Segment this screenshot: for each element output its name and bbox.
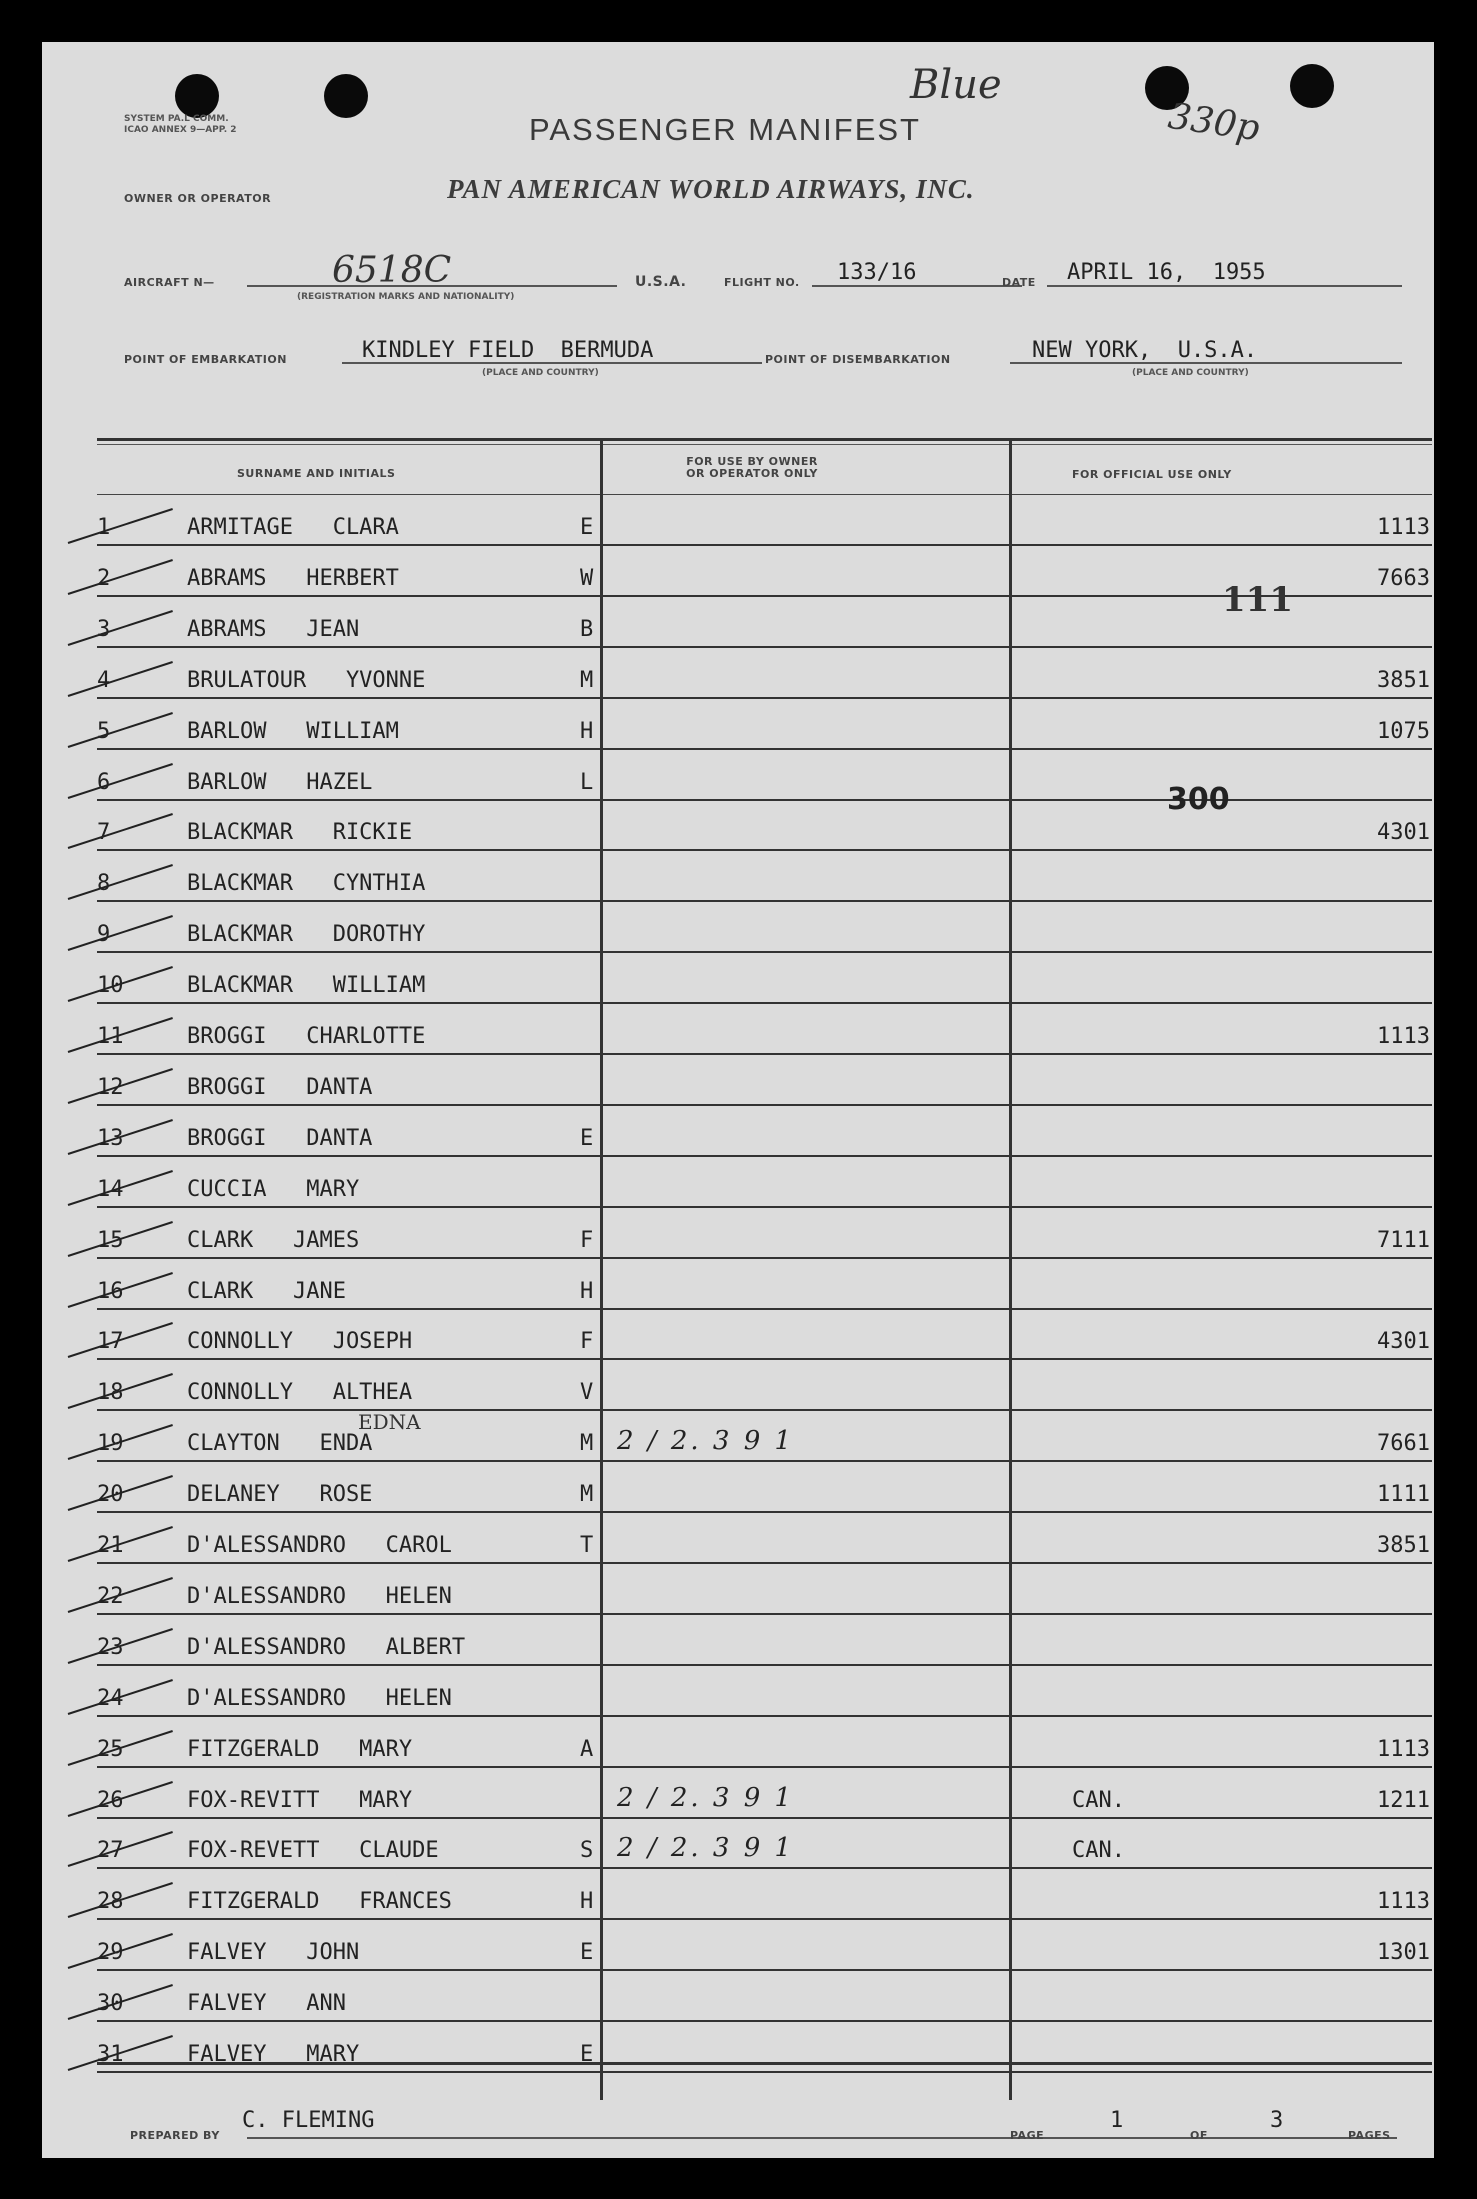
passenger-name: ARMITAGE CLARA bbox=[187, 515, 399, 540]
aircraft-label: AIRCRAFT N— bbox=[124, 276, 215, 289]
table-row bbox=[42, 1411, 1434, 1462]
passenger-name: FITZGERALD MARY bbox=[187, 1736, 413, 1762]
table-row bbox=[42, 648, 1434, 699]
passenger-initial: E bbox=[580, 515, 594, 540]
flight-value: 133/16 bbox=[837, 260, 917, 285]
place-caption: (PLACE AND COUNTRY) bbox=[1132, 368, 1249, 378]
official-code: 4301 bbox=[1377, 820, 1430, 846]
row-number: 26 bbox=[97, 1787, 124, 1813]
owner-use-entry: 2 / 2. 3 9 1 bbox=[617, 1833, 795, 1864]
flight-underline bbox=[812, 285, 1022, 287]
table-row bbox=[42, 495, 1434, 546]
page-title: PASSENGER MANIFEST bbox=[529, 112, 921, 147]
owner-label: OWNER OR OPERATOR bbox=[124, 192, 272, 205]
official-code: 1075 bbox=[1377, 718, 1430, 744]
table-top-rule-thin bbox=[97, 444, 1432, 445]
passenger-name: BLACKMAR WILLIAM bbox=[187, 973, 426, 999]
passenger-initial: M bbox=[580, 667, 594, 693]
mark-111: 111 bbox=[1222, 580, 1293, 620]
annotation-330: 330p bbox=[1165, 95, 1263, 150]
row-number: 21 bbox=[97, 1533, 124, 1558]
passenger-initial: H bbox=[580, 718, 594, 744]
table-row bbox=[42, 902, 1434, 953]
table-top-rule bbox=[97, 438, 1432, 441]
passenger-initial: F bbox=[580, 1329, 594, 1355]
passenger-name: D'ALESSANDRO CAROL bbox=[187, 1533, 452, 1558]
table-row bbox=[42, 1004, 1434, 1055]
of-label: OF bbox=[1190, 2129, 1208, 2142]
passenger-name: FOX-REVITT MARY bbox=[187, 1787, 413, 1813]
row-number: 27 bbox=[97, 1838, 124, 1864]
passenger-name: D'ALESSANDRO HELEN bbox=[187, 1583, 452, 1609]
nationality-entry: CAN. bbox=[1072, 1787, 1125, 1813]
form-id-line: ICAO ANNEX 9—APP. 2 bbox=[124, 125, 237, 135]
column-header-official: FOR OFFICIAL USE ONLY bbox=[1072, 468, 1232, 481]
row-number: 12 bbox=[97, 1074, 124, 1100]
row-number: 25 bbox=[97, 1736, 124, 1762]
passenger-initial: L bbox=[580, 769, 594, 795]
official-code: 7661 bbox=[1377, 1431, 1430, 1457]
prepared-value: C. FLEMING bbox=[242, 2108, 375, 2133]
row-number: 8 bbox=[97, 871, 111, 897]
table-row bbox=[42, 1768, 1434, 1819]
pages-label: PAGES bbox=[1348, 2129, 1391, 2142]
row-number: 3 bbox=[97, 616, 111, 642]
row-rule bbox=[97, 2071, 1432, 2073]
row-number: 20 bbox=[97, 1482, 124, 1508]
passenger-initial: F bbox=[580, 1227, 594, 1253]
passenger-name: FOX-REVETT CLAUDE bbox=[187, 1838, 439, 1864]
disembark-value: NEW YORK, U.S.A. bbox=[1032, 338, 1258, 363]
passenger-name: D'ALESSANDRO HELEN bbox=[187, 1685, 452, 1711]
passenger-name: CONNOLLY ALTHEA bbox=[187, 1380, 413, 1406]
official-code: 3851 bbox=[1377, 1533, 1430, 1558]
row-number: 31 bbox=[97, 2042, 124, 2067]
prepared-label: PREPARED BY bbox=[130, 2129, 220, 2142]
manifest-sheet bbox=[42, 42, 1434, 2158]
row-number: 15 bbox=[97, 1227, 124, 1253]
passenger-initial: W bbox=[580, 565, 594, 591]
passenger-name: BROGGI DANTA bbox=[187, 1125, 373, 1151]
table-row bbox=[42, 1717, 1434, 1768]
passenger-name: CLARK JAMES bbox=[187, 1227, 360, 1253]
row-number: 9 bbox=[97, 922, 111, 948]
place-caption: (PLACE AND COUNTRY) bbox=[482, 368, 599, 378]
row-number: 7 bbox=[97, 820, 111, 846]
table-row bbox=[42, 1309, 1434, 1360]
passenger-initial: E bbox=[580, 2042, 594, 2067]
disembark-label: POINT OF DISEMBARKATION bbox=[765, 353, 951, 366]
row-number: 16 bbox=[97, 1278, 124, 1304]
passenger-name: CUCCIA MARY bbox=[187, 1176, 360, 1202]
row-number: 5 bbox=[97, 718, 111, 744]
row-number: 2 bbox=[97, 565, 111, 591]
row-number: 22 bbox=[97, 1583, 124, 1609]
owner-use-entry: 2 / 2. 3 9 1 bbox=[617, 1782, 795, 1813]
table-row bbox=[42, 1666, 1434, 1717]
official-code: 1211 bbox=[1377, 1787, 1430, 1813]
table-row bbox=[42, 1971, 1434, 2022]
usa-label: U.S.A. bbox=[635, 274, 687, 290]
row-number: 29 bbox=[97, 1940, 124, 1966]
passenger-initial: V bbox=[580, 1380, 594, 1406]
table-row bbox=[42, 1920, 1434, 1971]
passenger-initial: M bbox=[580, 1431, 594, 1457]
table-row bbox=[42, 1055, 1434, 1106]
row-number: 19 bbox=[97, 1431, 124, 1457]
table-row bbox=[42, 1564, 1434, 1615]
passenger-name: CLARK JANE bbox=[187, 1278, 346, 1304]
mark-300: 300 bbox=[1167, 782, 1230, 817]
row-number: 6 bbox=[97, 769, 111, 795]
passenger-name: CLAYTON ENDA bbox=[187, 1431, 373, 1457]
table-row bbox=[42, 1513, 1434, 1564]
row-number: 28 bbox=[97, 1889, 124, 1915]
passenger-name: BLACKMAR CYNTHIA bbox=[187, 871, 426, 897]
passenger-name: FALVEY MARY bbox=[187, 2042, 360, 2067]
row-number: 1 bbox=[97, 515, 111, 540]
edna-correction: EDNA bbox=[358, 1410, 421, 1434]
registration-caption: (REGISTRATION MARKS AND NATIONALITY) bbox=[297, 292, 515, 302]
table-row bbox=[42, 1615, 1434, 1666]
row-number: 10 bbox=[97, 973, 124, 999]
row-number: 13 bbox=[97, 1125, 124, 1151]
date-underline bbox=[1047, 285, 1402, 287]
official-code: 1113 bbox=[1377, 1736, 1430, 1762]
column-header-surname: SURNAME AND INITIALS bbox=[237, 467, 396, 480]
passenger-initial: E bbox=[580, 1940, 594, 1966]
passenger-name: ABRAMS JEAN bbox=[187, 616, 360, 642]
column-header-owner: FOR USE BY OWNER OR OPERATOR ONLY bbox=[686, 455, 818, 480]
table-row bbox=[42, 1818, 1434, 1869]
row-number: 23 bbox=[97, 1634, 124, 1660]
official-code: 1113 bbox=[1377, 1024, 1430, 1049]
row-number: 18 bbox=[97, 1380, 124, 1406]
passenger-name: BARLOW WILLIAM bbox=[187, 718, 399, 744]
passenger-initial: S bbox=[580, 1838, 594, 1864]
row-number: 24 bbox=[97, 1685, 124, 1711]
table-row bbox=[42, 2022, 1434, 2073]
date-label: DATE bbox=[1002, 276, 1036, 289]
punch-hole-icon bbox=[1290, 64, 1334, 108]
table-bottom-rule bbox=[97, 2062, 1432, 2065]
passenger-name: ABRAMS HERBERT bbox=[187, 565, 399, 591]
form-id bbox=[124, 114, 237, 136]
official-code: 1113 bbox=[1377, 1889, 1430, 1915]
table-row bbox=[42, 1462, 1434, 1513]
official-code: 7111 bbox=[1377, 1227, 1430, 1253]
page-label: PAGE bbox=[1010, 2129, 1045, 2142]
table-row bbox=[42, 953, 1434, 1004]
table-row bbox=[42, 1869, 1434, 1920]
page-value: 1 bbox=[1110, 2108, 1124, 2133]
aircraft-value: 6518C bbox=[332, 250, 452, 291]
passenger-name: BLACKMAR RICKIE bbox=[187, 820, 413, 846]
passenger-name: FALVEY JOHN bbox=[187, 1940, 360, 1966]
row-number: 30 bbox=[97, 1991, 124, 2017]
embark-value: KINDLEY FIELD BERMUDA bbox=[362, 338, 654, 363]
passenger-name: BROGGI DANTA bbox=[187, 1074, 373, 1100]
footer-underline bbox=[247, 2137, 1397, 2139]
passenger-name: BARLOW HAZEL bbox=[187, 769, 373, 795]
passenger-name: BROGGI CHARLOTTE bbox=[187, 1024, 426, 1049]
passenger-name: DELANEY ROSE bbox=[187, 1482, 373, 1508]
passenger-name: CONNOLLY JOSEPH bbox=[187, 1329, 413, 1355]
row-number: 11 bbox=[97, 1024, 124, 1049]
punch-hole-icon bbox=[324, 74, 368, 118]
official-code: 3851 bbox=[1377, 667, 1430, 693]
of-value: 3 bbox=[1270, 2108, 1284, 2133]
official-code: 4301 bbox=[1377, 1329, 1430, 1355]
row-number: 14 bbox=[97, 1176, 124, 1202]
passenger-initial: H bbox=[580, 1889, 594, 1915]
form-id-line: SYSTEM PA.L COMM. bbox=[124, 114, 229, 124]
table-row bbox=[42, 1360, 1434, 1411]
embark-label: POINT OF EMBARKATION bbox=[124, 353, 287, 366]
table-row bbox=[42, 851, 1434, 902]
passenger-name: D'ALESSANDRO ALBERT bbox=[187, 1634, 466, 1660]
date-value: APRIL 16, 1955 bbox=[1067, 260, 1266, 285]
passenger-initial: E bbox=[580, 1125, 594, 1151]
nationality-entry: CAN. bbox=[1072, 1838, 1125, 1864]
table-row bbox=[42, 699, 1434, 750]
passenger-initial: M bbox=[580, 1482, 594, 1508]
official-code: 1113 bbox=[1377, 515, 1430, 540]
flight-label: FLIGHT NO. bbox=[724, 276, 800, 289]
passenger-name: FALVEY ANN bbox=[187, 1991, 346, 2017]
passenger-name: BRULATOUR YVONNE bbox=[187, 667, 426, 693]
official-code: 1301 bbox=[1377, 1940, 1430, 1966]
table-row bbox=[42, 1157, 1434, 1208]
passenger-name: BLACKMAR DOROTHY bbox=[187, 922, 426, 948]
official-code: 7663 bbox=[1377, 565, 1430, 591]
table-row bbox=[42, 1106, 1434, 1157]
official-code: 1111 bbox=[1377, 1482, 1430, 1508]
passenger-initial: T bbox=[580, 1533, 594, 1558]
passenger-name: FITZGERALD FRANCES bbox=[187, 1889, 452, 1915]
table-row bbox=[42, 1259, 1434, 1310]
owner-use-entry: 2 / 2. 3 9 1 bbox=[617, 1426, 795, 1457]
row-number: 4 bbox=[97, 667, 111, 693]
row-number: 17 bbox=[97, 1329, 124, 1355]
airline-name: PAN AMERICAN WORLD AIRWAYS, INC. bbox=[447, 174, 975, 204]
table-row bbox=[42, 1208, 1434, 1259]
annotation-blue: Blue bbox=[910, 62, 1002, 108]
punch-hole-icon bbox=[175, 74, 219, 118]
passenger-initial: A bbox=[580, 1736, 594, 1762]
passenger-initial: H bbox=[580, 1278, 594, 1304]
passenger-initial: B bbox=[580, 616, 594, 642]
